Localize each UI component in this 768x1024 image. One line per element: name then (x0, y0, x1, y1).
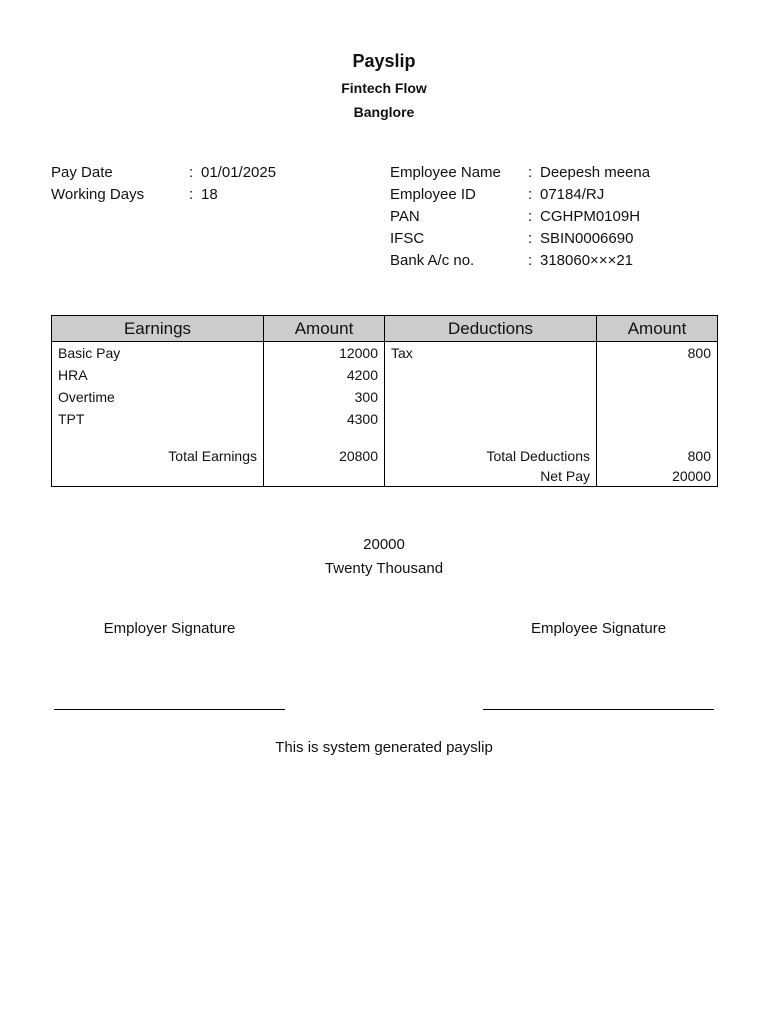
earning-name: Basic Pay (52, 342, 264, 365)
empty-cell (597, 386, 718, 408)
working-days-label: Working Days (51, 186, 145, 203)
empty-cell (385, 364, 597, 386)
bank-account-row (390, 250, 720, 272)
table-row (52, 364, 718, 386)
earnings-amount-header: Amount (264, 316, 385, 342)
pay-date-label: Pay Date (51, 164, 113, 181)
empty-cell (264, 430, 385, 446)
empty-cell (264, 466, 385, 487)
bank-account-label: Bank A/c no. (390, 252, 475, 269)
deduction-amount: 800 (597, 342, 718, 365)
employee-signature-line (483, 709, 714, 710)
table-row (52, 408, 718, 430)
earning-amount: 12000 (264, 342, 385, 365)
employee-name-value: Deepesh meena (540, 164, 651, 181)
separator: : (189, 186, 194, 203)
company-location: Banglore (353, 104, 415, 120)
empty-cell (597, 408, 718, 430)
footer-note: This is system generated payslip (275, 739, 493, 756)
pay-date-value: 01/01/2025 (201, 164, 277, 181)
separator: : (528, 208, 533, 225)
ifsc-value: SBIN0006690 (540, 230, 634, 247)
pay-date-row (51, 162, 351, 184)
total-earnings-value: 20800 (264, 446, 385, 466)
employee-id-value: 07184/RJ (540, 186, 605, 203)
empty-cell (597, 364, 718, 386)
separator: : (528, 164, 533, 181)
employee-name-label: Employee Name (390, 164, 501, 181)
employee-signature-label: Employee Signature (530, 620, 667, 637)
empty-cell (385, 408, 597, 430)
empty-cell (52, 466, 264, 487)
net-pay-label: Net Pay (385, 466, 597, 487)
empty-cell (385, 430, 597, 446)
table-spacer-row (52, 430, 718, 446)
table-row (52, 342, 718, 365)
empty-cell (52, 430, 264, 446)
total-deductions-value: 800 (597, 446, 718, 466)
earning-amount: 300 (264, 386, 385, 408)
earnings-header: Earnings (52, 316, 264, 342)
empty-cell (385, 386, 597, 408)
pan-label: PAN (390, 208, 420, 225)
earning-name: HRA (52, 364, 264, 386)
payslip-title: Payslip (352, 51, 416, 71)
deductions-header: Deductions (385, 316, 597, 342)
pay-table (51, 315, 718, 487)
employer-signature-label: Employer Signature (103, 620, 236, 637)
employee-id-label: Employee ID (390, 186, 476, 203)
earning-name: Overtime (52, 386, 264, 408)
empty-cell (597, 430, 718, 446)
employee-info (390, 162, 720, 277)
total-deductions-label: Total Deductions (385, 446, 597, 466)
separator: : (528, 230, 533, 247)
net-pay-value: 20000 (597, 466, 718, 487)
working-days-row (51, 184, 351, 206)
employer-signature-line (54, 709, 285, 710)
bank-account-value: 318060×××21 (540, 252, 634, 269)
ifsc-label: IFSC (390, 230, 425, 247)
ifsc-row (390, 228, 720, 250)
employee-name-row (390, 162, 720, 184)
pay-info (51, 162, 351, 212)
totals-row (52, 446, 718, 466)
earning-amount: 4300 (264, 408, 385, 430)
working-days-value: 18 (201, 186, 218, 203)
total-earnings-label: Total Earnings (52, 446, 264, 466)
net-amount-words: Twenty Thousand (324, 560, 444, 577)
table-header-row (52, 316, 718, 342)
net-amount: 20000 (363, 536, 405, 553)
deduction-name: Tax (385, 342, 597, 365)
separator: : (528, 252, 533, 269)
earning-name: TPT (52, 408, 264, 430)
net-pay-row (52, 466, 718, 487)
table-row (52, 386, 718, 408)
earning-amount: 4200 (264, 364, 385, 386)
pan-row (390, 206, 720, 228)
separator: : (528, 186, 533, 203)
company-name: Fintech Flow (341, 80, 427, 96)
employee-id-row (390, 184, 720, 206)
separator: : (189, 164, 194, 181)
deductions-amount-header: Amount (597, 316, 718, 342)
pan-value: CGHPM0109H (540, 208, 641, 225)
